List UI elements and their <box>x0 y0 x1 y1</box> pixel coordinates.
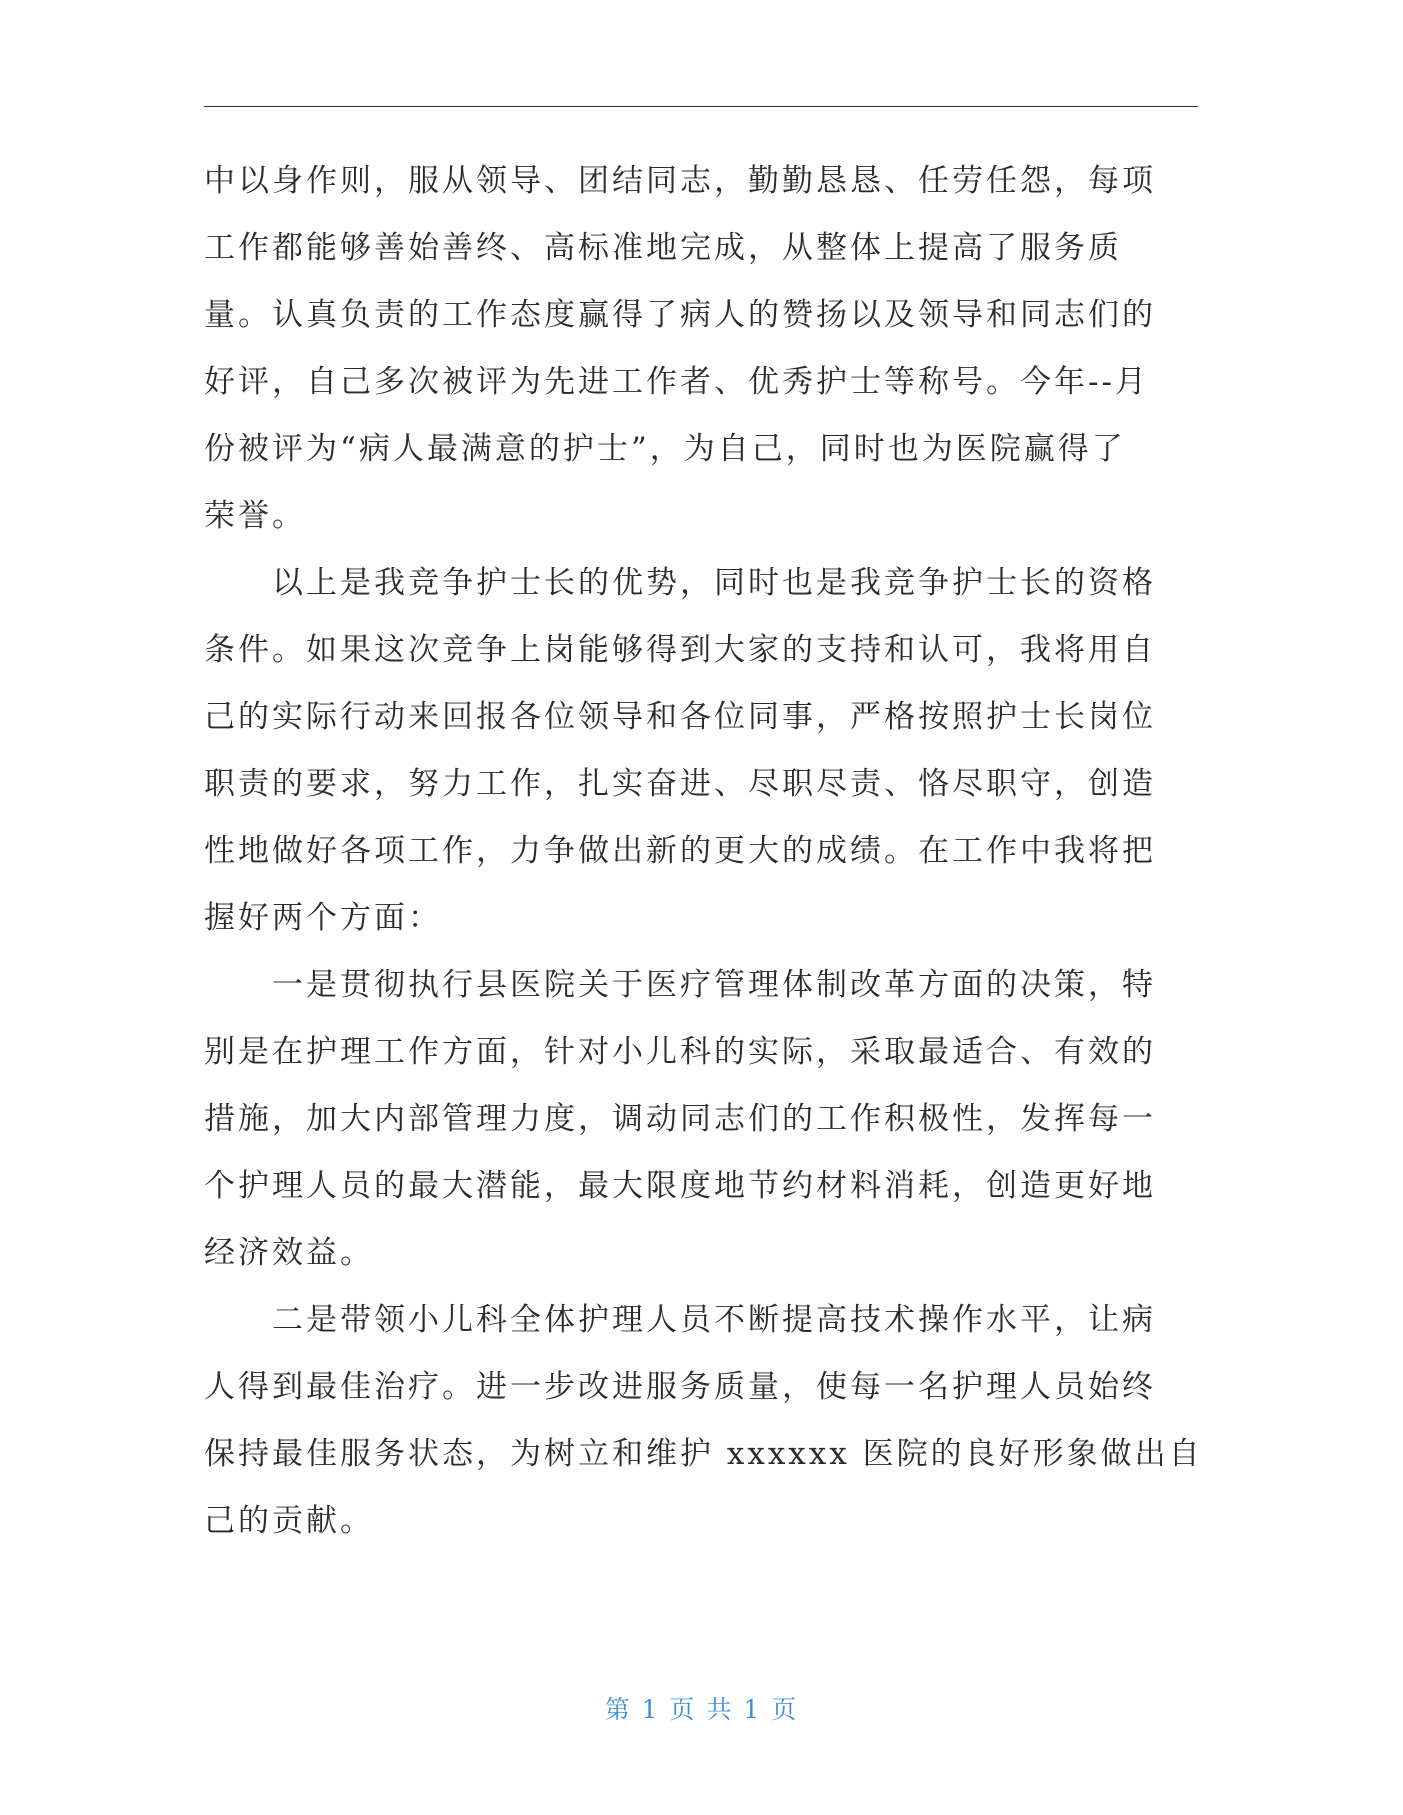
text-line: 个护理人员的最大潜能，最大限度地节约材料消耗，创造更好地 <box>204 1168 1156 1204</box>
text-line: 职责的要求，努力工作，扎实奋进、尽职尽责、恪尽职守，创造 <box>204 766 1156 802</box>
text-line: 人得到最佳治疗。进一步改进服务质量，使每一名护理人员始终 <box>204 1369 1156 1405</box>
text-line: 中以身作则，服从领导、团结同志，勤勤恳恳、任劳任怨，每项 <box>204 163 1156 199</box>
text-line: 荣誉。 <box>204 498 306 534</box>
text-line: 经济效益。 <box>204 1235 374 1271</box>
paragraph-first-line: 以上是我竞争护士长的优势，同时也是我竞争护士长的资格 <box>272 565 1156 601</box>
page-number: 第 1 页 共 1 页 <box>604 1695 799 1724</box>
paragraph-first-line: 一是贯彻执行县医院关于医疗管理体制改革方面的决策，特 <box>272 967 1156 1003</box>
text-line: 份被评为“病人最满意的护士”，为自己，同时也为医院赢得了 <box>204 431 1126 467</box>
document-body <box>204 148 1203 1555</box>
paragraph-first-line: 二是带领小儿科全体护理人员不断提高技术操作水平，让病 <box>272 1302 1156 1338</box>
text-line: 工作都能够善始善终、高标准地完成，从整体上提高了服务质 <box>204 230 1122 266</box>
text-line: 己的实际行动来回报各位领导和各位同事，严格按照护士长岗位 <box>204 699 1156 735</box>
text-line: 性地做好各项工作，力争做出新的更大的成绩。在工作中我将把 <box>204 833 1156 869</box>
text-line: 量。认真负责的工作态度赢得了病人的赞扬以及领导和同志们的 <box>204 297 1156 333</box>
text-line: 保持最佳服务状态，为树立和维护 xxxxxx 医院的良好形象做出自 <box>204 1436 1203 1472</box>
header-rule <box>204 106 1198 107</box>
page-footer <box>0 1690 1403 1726</box>
text-line: 措施，加大内部管理力度，调动同志们的工作积极性，发挥每一 <box>204 1101 1156 1137</box>
text-line: 条件。如果这次竞争上岗能够得到大家的支持和认可，我将用自 <box>204 632 1156 668</box>
text-line: 己的贡献。 <box>204 1503 374 1539</box>
text-line: 好评，自己多次被评为先进工作者、优秀护士等称号。今年--月 <box>204 364 1149 400</box>
text-line: 别是在护理工作方面，针对小儿科的实际，采取最适合、有效的 <box>204 1034 1156 1070</box>
text-line: 握好两个方面： <box>204 900 442 936</box>
